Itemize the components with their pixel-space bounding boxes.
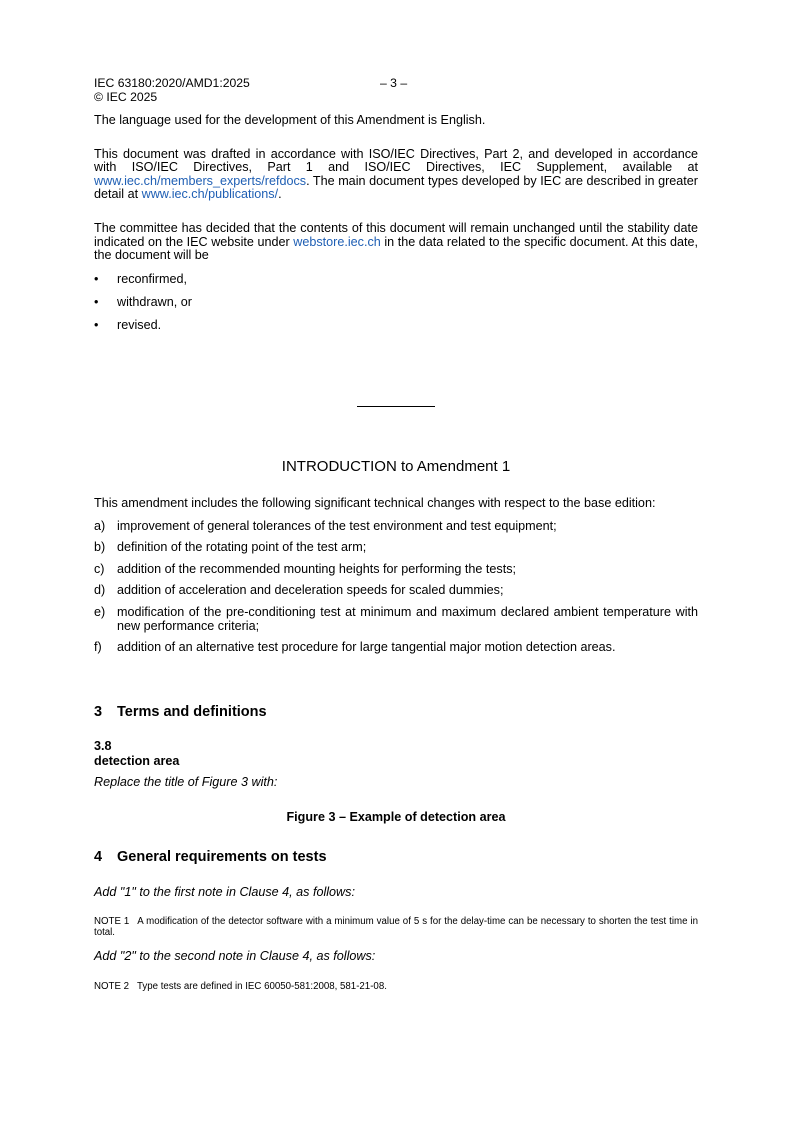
term-number: 3.8 [94, 739, 112, 753]
document-id: IEC 63180:2020/AMD1:2025 [94, 76, 250, 90]
section-4-heading: 4 General requirements on tests [94, 849, 327, 865]
figure-title: Figure 3 – Example of detection area [286, 810, 506, 824]
note-2: NOTE 2 Type tests are defined in IEC 60050-581:2008, 581-21-08. [94, 981, 387, 992]
list-item: b) definition of the rotating point of the test arm; [94, 540, 367, 555]
introduction-title: INTRODUCTION to Amendment 1 [281, 458, 511, 475]
amendment-instruction: Replace the title of Figure 3 with: [94, 775, 278, 789]
page-header [94, 76, 698, 104]
list-item: d) addition of acceleration and deceleration speeds for scaled dummies; [94, 583, 504, 598]
list-item: e) modification of the pre-conditioning test at minimum and maximum declared ambient temperature with new performance criteria; [94, 604, 698, 633]
publications-link[interactable]: www.iec.ch/publications/ [141, 187, 279, 202]
introduction-lead: This amendment includes the following significant technical changes with respect to the base edition: [94, 496, 656, 510]
status-bullet-list [94, 272, 698, 332]
term-title: detection area [94, 753, 180, 768]
bullet-item: • revised. [94, 318, 698, 332]
page-number: – 3 – [380, 76, 408, 90]
bullet-item: • withdrawn, or [94, 295, 698, 309]
note-1: NOTE 1 A modification of the detector software with a minimum value of 5 s for the delay-time can be necessary to shorten the test time in total. [94, 916, 698, 938]
section-divider [357, 406, 435, 407]
bullet-item: • reconfirmed, [94, 272, 698, 286]
introduction-section [94, 458, 698, 655]
list-item: f) addition of an alternative test procedure for large tangential major motion detection areas. [94, 640, 616, 655]
section-4 [94, 849, 698, 992]
webstore-link[interactable]: webstore.iec.ch [293, 234, 381, 249]
list-item: a) improvement of general tolerances of the test environment and test equipment; [94, 518, 557, 533]
language-paragraph: The language used for the development of this Amendment is English. [94, 113, 486, 127]
document-page [94, 76, 698, 332]
refdocs-link[interactable]: www.iec.ch/members_experts/refdocs [94, 173, 307, 188]
amendment-instruction: Add "2" to the second note in Clause 4, as follows: [94, 949, 376, 963]
section-3 [94, 704, 698, 824]
copyright: © IEC 2025 [94, 90, 158, 104]
section-3-heading: 3 Terms and definitions [94, 704, 267, 720]
amendment-instruction: Add "1" to the first note in Clause 4, as follows: [94, 885, 355, 899]
changes-list [94, 520, 698, 655]
list-item: c) addition of the recommended mounting heights for performing the tests; [94, 561, 517, 576]
drafting-paragraph: This document was drafted in accordance with ISO/IEC Directives, Part 2, and developed in accordance with ISO/IEC Directives, Part 1 and ISO/IEC Directives, IEC Supplement, available at www.iec.ch/members_experts/refdocs. The main document types developed by IEC are described in greater detail at www.iec.ch/publications/. [94, 146, 698, 202]
committee-paragraph: The committee has decided that the contents of this document will remain unchanged until the stability date indicated on the IEC website under webstore.iec.ch in the data related to the specific document. At this date, the document will be [94, 220, 699, 263]
